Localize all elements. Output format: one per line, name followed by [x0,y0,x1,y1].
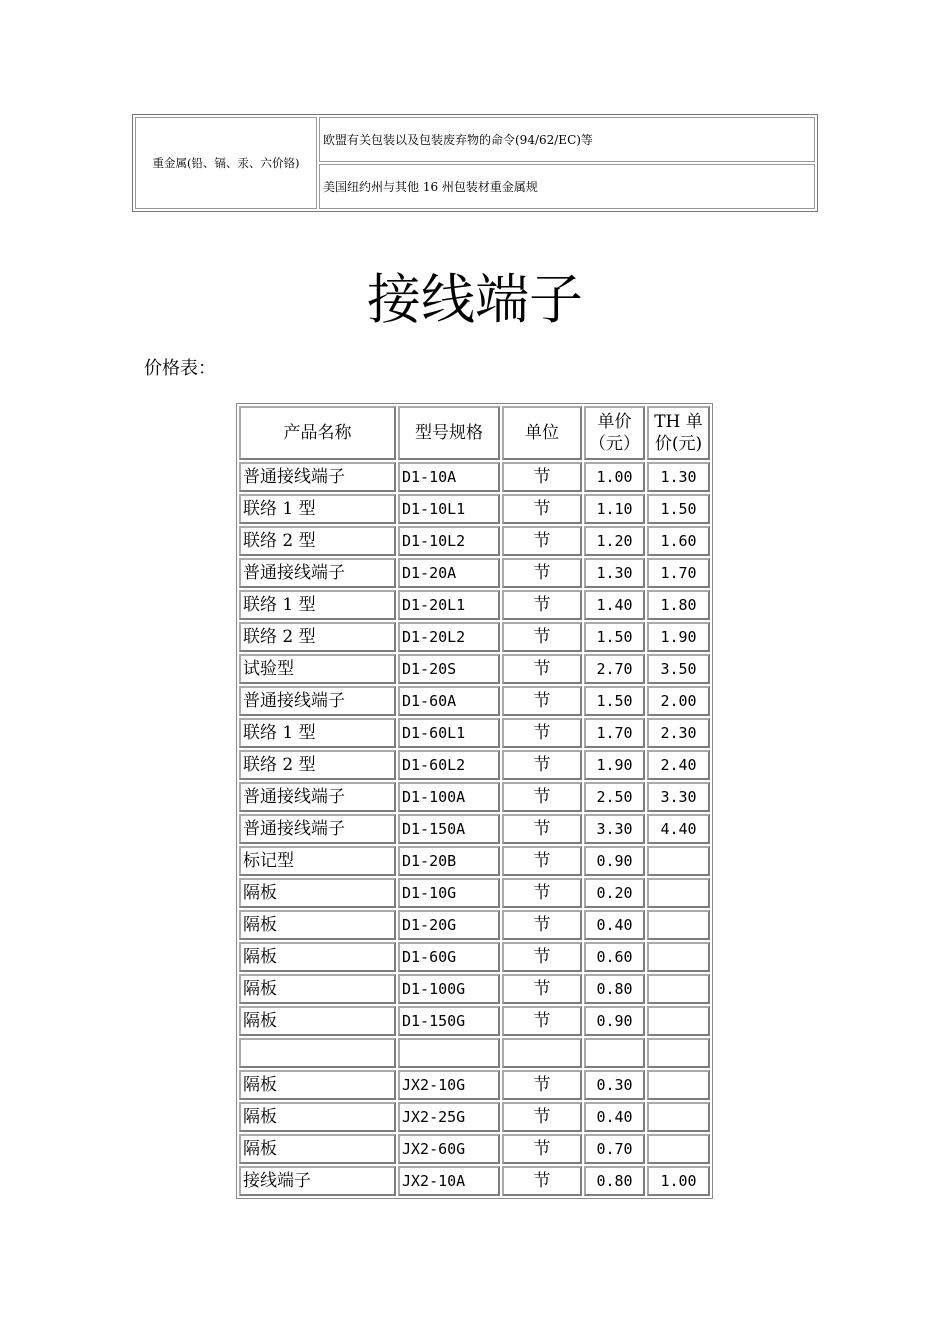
model-cell: D1-60L2 [398,750,500,780]
unit-price-cell: 1.20 [584,526,645,556]
unit-cell: 节 [502,590,582,620]
th-price-cell: 3.30 [647,782,710,812]
unit-price-cell: 0.80 [584,1166,645,1196]
unit-cell: 节 [502,462,582,492]
unit-price-cell: 1.70 [584,718,645,748]
table-row [239,750,710,780]
th-price-cell [647,1134,710,1164]
product-name-cell: 普通接线端子 [239,558,396,588]
model-cell: D1-100G [398,974,500,1004]
product-name-cell: 联络 2 型 [239,526,396,556]
model-cell: D1-100A [398,782,500,812]
product-name-cell: 普通接线端子 [239,686,396,716]
unit-cell: 节 [502,1006,582,1036]
th-price-cell [647,1070,710,1100]
unit-price-cell: 2.70 [584,654,645,684]
product-name-cell: 普通接线端子 [239,814,396,844]
unit-price-cell: 0.90 [584,1006,645,1036]
table-row [239,462,710,492]
model-cell: D1-10A [398,462,500,492]
model-cell: D1-20G [398,910,500,940]
table-row [239,590,710,620]
unit-cell: 节 [502,1166,582,1196]
unit-cell: 节 [502,558,582,588]
table-row [239,974,710,1004]
product-name-cell: 隔板 [239,1134,396,1164]
unit-price-cell: 0.30 [584,1070,645,1100]
th-price-cell [647,1038,710,1068]
unit-cell: 节 [502,1102,582,1132]
model-cell: D1-20S [398,654,500,684]
header-unit-price-line1: 单价 [597,412,632,432]
unit-price-cell [584,1038,645,1068]
table-row [239,878,710,908]
table-row [239,622,710,652]
th-price-cell [647,910,710,940]
model-cell [398,1038,500,1068]
model-cell: JX2-60G [398,1134,500,1164]
th-price-cell: 1.80 [647,590,710,620]
table-row [239,1070,710,1100]
model-cell: D1-150A [398,814,500,844]
model-cell: JX2-10A [398,1166,500,1196]
unit-price-cell: 1.90 [584,750,645,780]
regulation-row: 美国纽约州与其他 16 州包装材重金属规 [319,164,815,209]
table-row [239,942,710,972]
product-name-cell: 普通接线端子 [239,782,396,812]
document-title: 接线端子 [367,268,583,332]
regulation-row: 欧盟有关包装以及包装废弃物的命令(94/62/EC)等 [319,117,815,162]
table-row [239,1006,710,1036]
product-name-cell: 隔板 [239,974,396,1004]
table-row [239,1102,710,1132]
unit-cell: 节 [502,494,582,524]
unit-cell: 节 [502,1070,582,1100]
unit-price-cell: 3.30 [584,814,645,844]
table-header-row [239,406,710,460]
product-name-cell [239,1038,396,1068]
th-price-cell [647,846,710,876]
model-cell: D1-60L1 [398,718,500,748]
header-th-price [647,406,710,460]
unit-cell: 节 [502,974,582,1004]
price-table [236,403,713,1199]
th-price-cell: 1.60 [647,526,710,556]
product-name-cell: 隔板 [239,942,396,972]
th-price-cell: 1.50 [647,494,710,524]
header-unit: 单位 [502,406,582,460]
th-price-cell: 4.40 [647,814,710,844]
product-name-cell: 隔板 [239,1006,396,1036]
unit-cell: 节 [502,846,582,876]
th-price-cell: 3.50 [647,654,710,684]
unit-price-cell: 1.50 [584,686,645,716]
header-product-name: 产品名称 [239,406,396,460]
unit-price-cell: 1.40 [584,590,645,620]
product-name-cell: 联络 1 型 [239,494,396,524]
unit-cell: 节 [502,622,582,652]
th-price-cell [647,1102,710,1132]
model-cell: D1-20B [398,846,500,876]
model-cell: D1-150G [398,1006,500,1036]
unit-price-cell: 1.30 [584,558,645,588]
unit-price-cell: 2.50 [584,782,645,812]
unit-price-cell: 0.20 [584,878,645,908]
th-price-cell: 1.30 [647,462,710,492]
th-price-cell: 2.00 [647,686,710,716]
product-name-cell: 普通接线端子 [239,462,396,492]
product-name-cell: 联络 2 型 [239,622,396,652]
unit-cell: 节 [502,750,582,780]
th-price-cell [647,878,710,908]
product-name-cell: 隔板 [239,910,396,940]
product-name-cell: 联络 2 型 [239,750,396,780]
unit-cell: 节 [502,526,582,556]
th-price-cell [647,1006,710,1036]
table-row [239,558,710,588]
model-cell: D1-20A [398,558,500,588]
model-cell: D1-10L1 [398,494,500,524]
regulation-category: 重金属(铅、镉、汞、六价铬) [135,117,317,209]
unit-price-cell: 0.90 [584,846,645,876]
unit-cell: 节 [502,718,582,748]
header-th-price-line2: 价(元) [654,434,703,454]
model-cell: D1-60G [398,942,500,972]
product-name-cell: 隔板 [239,1070,396,1100]
model-cell: D1-10G [398,878,500,908]
regulation-table [132,114,818,212]
model-cell: D1-20L1 [398,590,500,620]
unit-price-cell: 0.40 [584,1102,645,1132]
unit-cell: 节 [502,878,582,908]
model-cell: D1-60A [398,686,500,716]
model-cell: JX2-10G [398,1070,500,1100]
unit-cell: 节 [502,942,582,972]
table-row [239,718,710,748]
table-row [239,782,710,812]
product-name-cell: 隔板 [239,878,396,908]
unit-price-cell: 1.10 [584,494,645,524]
th-price-cell: 1.90 [647,622,710,652]
th-price-cell: 2.40 [647,750,710,780]
unit-cell: 节 [502,1134,582,1164]
th-price-cell [647,974,710,1004]
unit-cell: 节 [502,814,582,844]
model-cell: D1-10L2 [398,526,500,556]
unit-price-cell: 1.00 [584,462,645,492]
model-cell: D1-20L2 [398,622,500,652]
header-model: 型号规格 [398,406,500,460]
th-price-cell: 1.00 [647,1166,710,1196]
table-row [239,494,710,524]
th-price-cell: 2.30 [647,718,710,748]
unit-cell: 节 [502,782,582,812]
unit-cell: 节 [502,910,582,940]
table-row [239,526,710,556]
header-th-price-line1: TH 单 [654,412,703,432]
unit-price-cell: 0.60 [584,942,645,972]
unit-cell: 节 [502,686,582,716]
model-cell: JX2-25G [398,1102,500,1132]
th-price-cell [647,942,710,972]
product-name-cell: 试验型 [239,654,396,684]
table-row [239,1134,710,1164]
unit-price-cell: 0.80 [584,974,645,1004]
product-name-cell: 联络 1 型 [239,718,396,748]
table-row [239,1038,710,1068]
table-row [239,910,710,940]
price-list-label: 价格表： [144,358,216,379]
price-table-body [239,462,710,1196]
product-name-cell: 联络 1 型 [239,590,396,620]
th-price-cell: 1.70 [647,558,710,588]
unit-cell [502,1038,582,1068]
unit-price-cell: 0.70 [584,1134,645,1164]
unit-price-cell: 0.40 [584,910,645,940]
product-name-cell: 接线端子 [239,1166,396,1196]
table-row [239,846,710,876]
unit-price-cell: 1.50 [584,622,645,652]
header-unit-price-line2: （元） [589,434,640,454]
product-name-cell: 隔板 [239,1102,396,1132]
table-row [239,686,710,716]
unit-cell: 节 [502,654,582,684]
table-row [239,1166,710,1196]
product-name-cell: 标记型 [239,846,396,876]
header-unit-price [584,406,645,460]
table-row [239,654,710,684]
table-row [239,814,710,844]
